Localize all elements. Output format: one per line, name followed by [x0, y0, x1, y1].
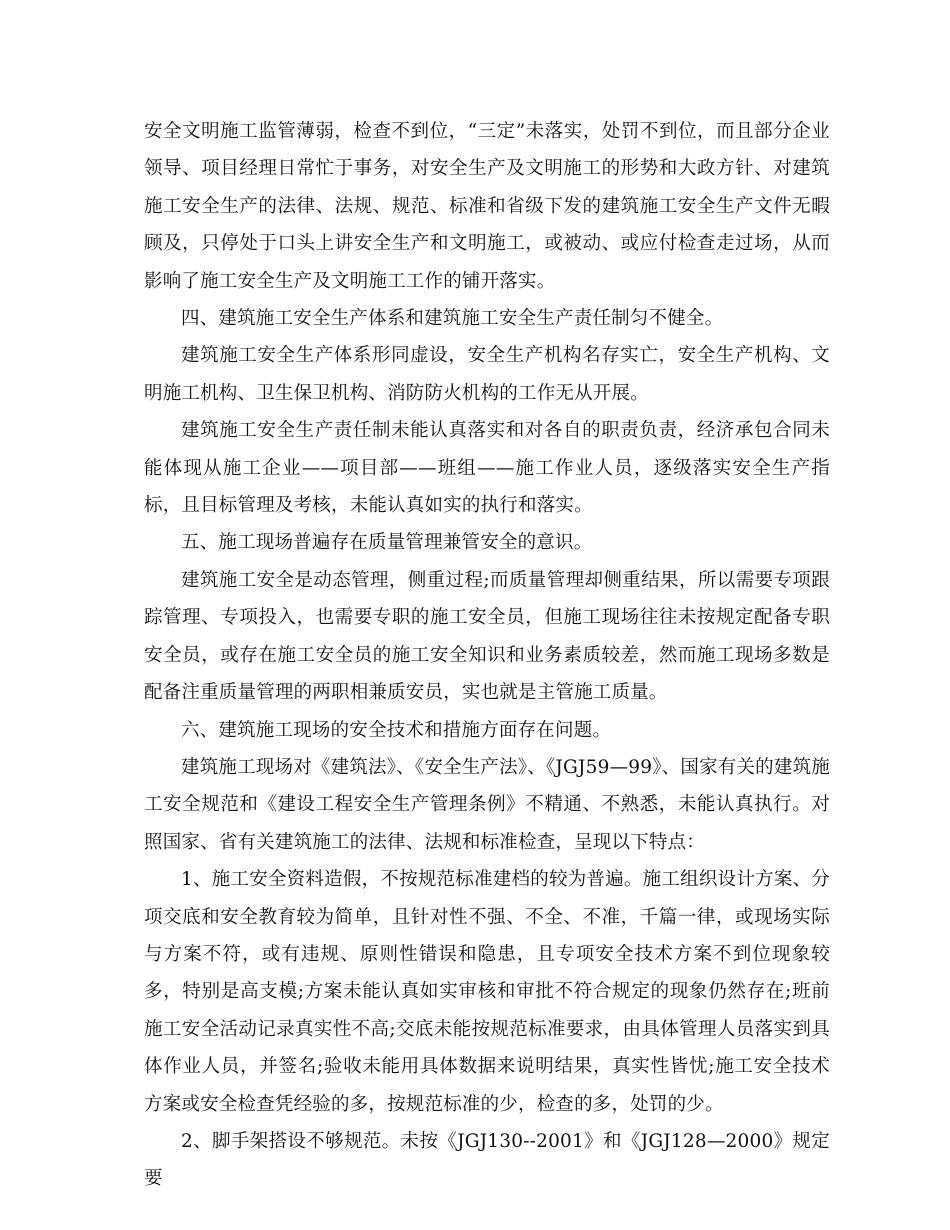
paragraph-regulations: 建筑施工现场对《建筑法》、《安全生产法》、《JGJ59—99》、国家有关的建筑施工安全规范和《建设工程安全生产管理条例》不精通、不熟悉，未能认真执行。对照国家、省有关建筑施工的法律、法规和标准检查，呈现以下特点：: [144, 756, 830, 853]
list-item-2-scaffolding: 2、脚手架搭设不够规范。未按《JGJ130--2001》和《JGJ128—2000》规定要: [144, 1130, 830, 1190]
paragraph-supervision-weak: 安全文明施工监管薄弱，检查不到位，“三定”未落实，处罚不到位，而且部分企业领导、项目经理日常忙于事务，对安全生产及文明施工的形势和大政方针、对建筑施工安全生产的法律、法规、规范、标准和省级下发的建筑施工安全生产文件无暇顾及，只停处于口头上讲安全生产和文明施工，或被动、或应付检查走过场，从而影响了施工安全生产及文明施工工作的铺开落实。: [144, 121, 830, 292]
heading-section-six: 六、建筑施工现场的安全技术和措施方面存在问题。: [181, 719, 612, 741]
heading-section-four: 四、建筑施工安全生产体系和建筑施工安全生产责任制匀不健全。: [181, 308, 724, 330]
paragraph-safety-system: 建筑施工安全生产体系形同虚设，安全生产机构名存实亡，安全生产机构、文明施工机构、卫生保卫机构、消防防火机构的工作无从开展。: [144, 345, 830, 404]
list-item-1-safety-records: 1、施工安全资料造假，不按规范标准建档的较为普遍。施工组织设计方案、分项交底和安全教育较为简单，且针对性不强、不全、不准，千篇一律，或现场实际与方案不符，或有违规、原则性错误和隐患，且专项安全技术方案不到位现象较多，特别是高支模;方案未能认真如实审核和审批不符合规定的现象仍然存在;班前施工安全活动记录真实性不高;交底未能按规范标准要求，由具体管理人员落实到具体作业人员，并签名;验收未能用具体数据来说明结果，真实性皆忧;施工安全技术方案或安全检查凭经验的多，按规范标准的少，检查的多，处罚的少。: [144, 869, 830, 1115]
heading-section-five: 五、施工现场普遍存在质量管理兼管安全的意识。: [181, 532, 593, 554]
document-body: [144, 113, 830, 1198]
paragraph-responsibility-system: 建筑施工安全生产责任制未能认真落实和对各自的职责负责，经济承包合同未能体现从施工企业——项目部——班组——施工作业人员，逐级落实安全生产指标，且目标管理及考核，未能认真如实的执行和落实。: [144, 420, 830, 517]
paragraph-dynamic-management: 建筑施工安全是动态管理，侧重过程;而质量管理却侧重结果，所以需要专项跟踪管理、专项投入，也需要专职的施工安全员，但施工现场往往未按规定配备专职安全员，或存在施工安全员的施工安全知识和业务素质较差，然而施工现场多数是配备注重质量管理的两职相兼质安员，实也就是主管施工质量。: [144, 569, 830, 704]
